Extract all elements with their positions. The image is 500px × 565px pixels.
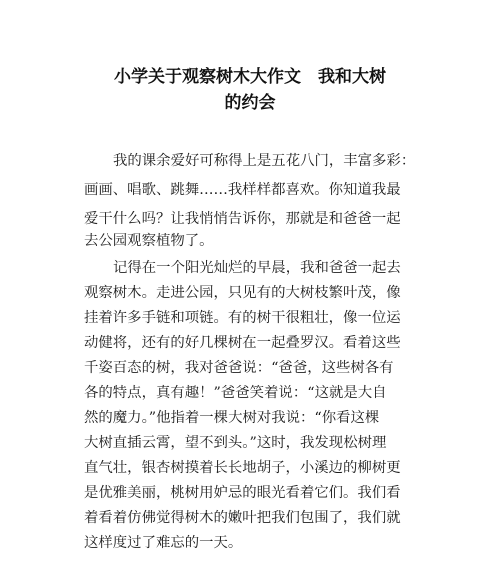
paragraph-2-line-10: 是优雅美丽，桃树用妒忌的眼光看着它们。我们看 xyxy=(84,485,401,501)
paragraph-2-line-9: 直气壮，银杏树摸着长长地胡子，小溪边的柳树更 xyxy=(84,460,401,476)
paragraph-2-line-6: 各的特点，真有趣！”爸爸笑着说：“这就是大自 xyxy=(84,385,387,401)
paragraph-2-line-3: 挂着许多手链和项链。有的树干很粗壮，像一位运 xyxy=(84,310,401,326)
paragraph-1-line-2: 画画、唱歌、跳舞……我样样都喜欢。你知道我最 xyxy=(84,182,401,198)
paragraph-2-line-11: 着看着仿佛觉得树木的嫩叶把我们包围了，我们就 xyxy=(84,510,401,526)
article-title-line-1: 小学关于观察树木大作文 我和大树 xyxy=(114,67,386,87)
paragraph-2-line-4: 动健将，还有的好几棵树在一起叠罗汉。看着这些 xyxy=(84,335,401,351)
paragraph-2-line-7: 然的魔力。”他指着一棵大树对我说：“你看这棵 xyxy=(84,410,380,426)
paragraph-1-line-4: 去公园观察植物了。 xyxy=(84,233,214,249)
paragraph-2-line-1: 记得在一个阳光灿烂的早晨，我和爸爸一起去 xyxy=(113,260,401,276)
article-title-line-2: 的约会 xyxy=(224,93,276,113)
paragraph-2-line-5: 千姿百态的树，我对爸爸说：“爸爸，这些树各有 xyxy=(84,360,394,376)
paragraph-2-line-8: 大树直插云霄，望不到头。”这时，我发现松树理 xyxy=(84,435,387,451)
paragraph-1-line-3: 爱干什么吗？让我悄悄告诉你，那就是和爸爸一起 xyxy=(84,211,401,227)
paragraph-2-line-2: 观察树木。走进公园，只见有的大树枝繁叶茂，像 xyxy=(84,285,401,301)
paragraph-1-line-1: 我的课余爱好可称得上是五花八门，丰富多彩： xyxy=(113,153,416,169)
paragraph-2-line-12: 这样度过了难忘的一天。 xyxy=(84,535,243,551)
